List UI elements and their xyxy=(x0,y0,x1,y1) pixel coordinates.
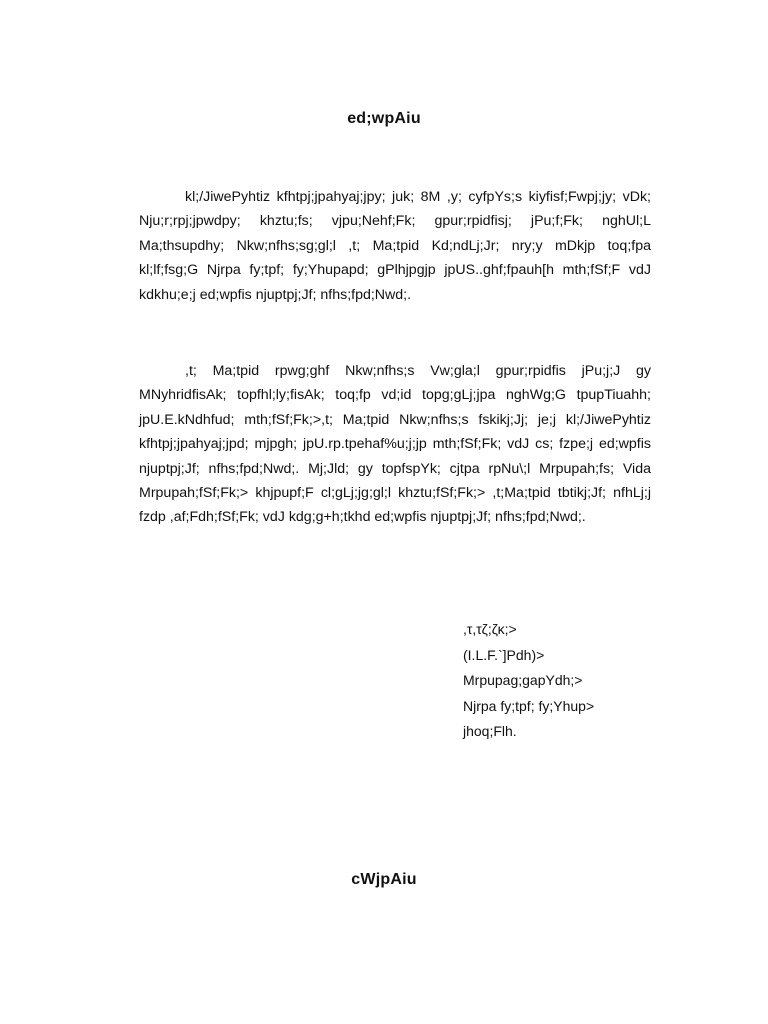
acknowledgement-paragraph-1: kl;/JiwePyhtiz kfhtpj;jpahyaj;jpy; juk; 8M ,y; cyfpYs;s kiyfisf;Fwpj;jy; vDk; Nju;r;rpj;jpwdpy; khztu;fs; vjpu;Nehf;Fk; gpur;rpidfisj; jPu;f;Fk; nghUl;L Ma;thsupdhy; Nkw;nfhs;sg;gl;l ,t; Ma;tpid Kd;ndLj;Jr; nry;y mDkjp toq;fpa kl;lf;fsg;G Njrpa fy;tpf; fy;Yhupapd; gPlhjpgjp jpUS..ghf;fpauh[h mth;fSf;F vdJ kdkhu;e;j ed;wpfis njuptpj;Jf; nfhs;fpd;Nwd;. xyxy=(139,189,651,303)
signature-role: Mrpupag;gapYdh;> xyxy=(463,672,583,689)
acknowledgement-paragraph-2: ,t; Ma;tpid rpwg;ghf Nkw;nfhs;s Vw;gla;l gpur;rpidfis jPu;j;J gy MNyhridfisAk; topfhl;ly;fisAk; toq;fp vd;id topg;gLj;jpa nghWg;G tpupTiuahh; jpU.E.kNdhfud; mth;fSf;Fk;>,t; Ma;tpid Nkw;nfhs;s fskikj;Jj; je;j kl;/JiwePyhtiz kfhtpj;jpahyaj;jpd; mjpgh; jpU.rp.tpehaf%u;j;jp mth;fSf;Fk; vdJ cs; fzpe;j ed;wpfis njuptpj;Jf; nfhs;fpd;Nwd;. Mj;Jld; gy topfspYk; cjtpa rpNu\;l Mrpupah;fs; Vida Mrpupah;fSf;Fk;> khjpupf;F cl;gLj;jg;gl;l khztu;fSf;Fk;> ,t;Ma;tpid tbtikj;Jf; nfhLj;j fzdp ,af;Fdh;fSf;Fk; vdJ kdg;g+h;tkhd ed;wpfis njuptpj;Jf; nfhs;fpd;Nwd;. xyxy=(139,363,651,526)
signature-block xyxy=(463,617,594,745)
declaration-heading: cWjpAiu xyxy=(351,871,417,888)
signature-name: ,τ,τζ;ζκ;> xyxy=(463,621,517,637)
signature-location: jhoq;Flh. xyxy=(463,723,517,740)
signature-registration: (I.L.F.`]Pdh)> xyxy=(463,646,545,663)
signature-institution: Njrpa fy;tpf; fy;Yhup> xyxy=(463,697,595,714)
acknowledgement-heading: ed;wpAiu xyxy=(347,110,421,127)
